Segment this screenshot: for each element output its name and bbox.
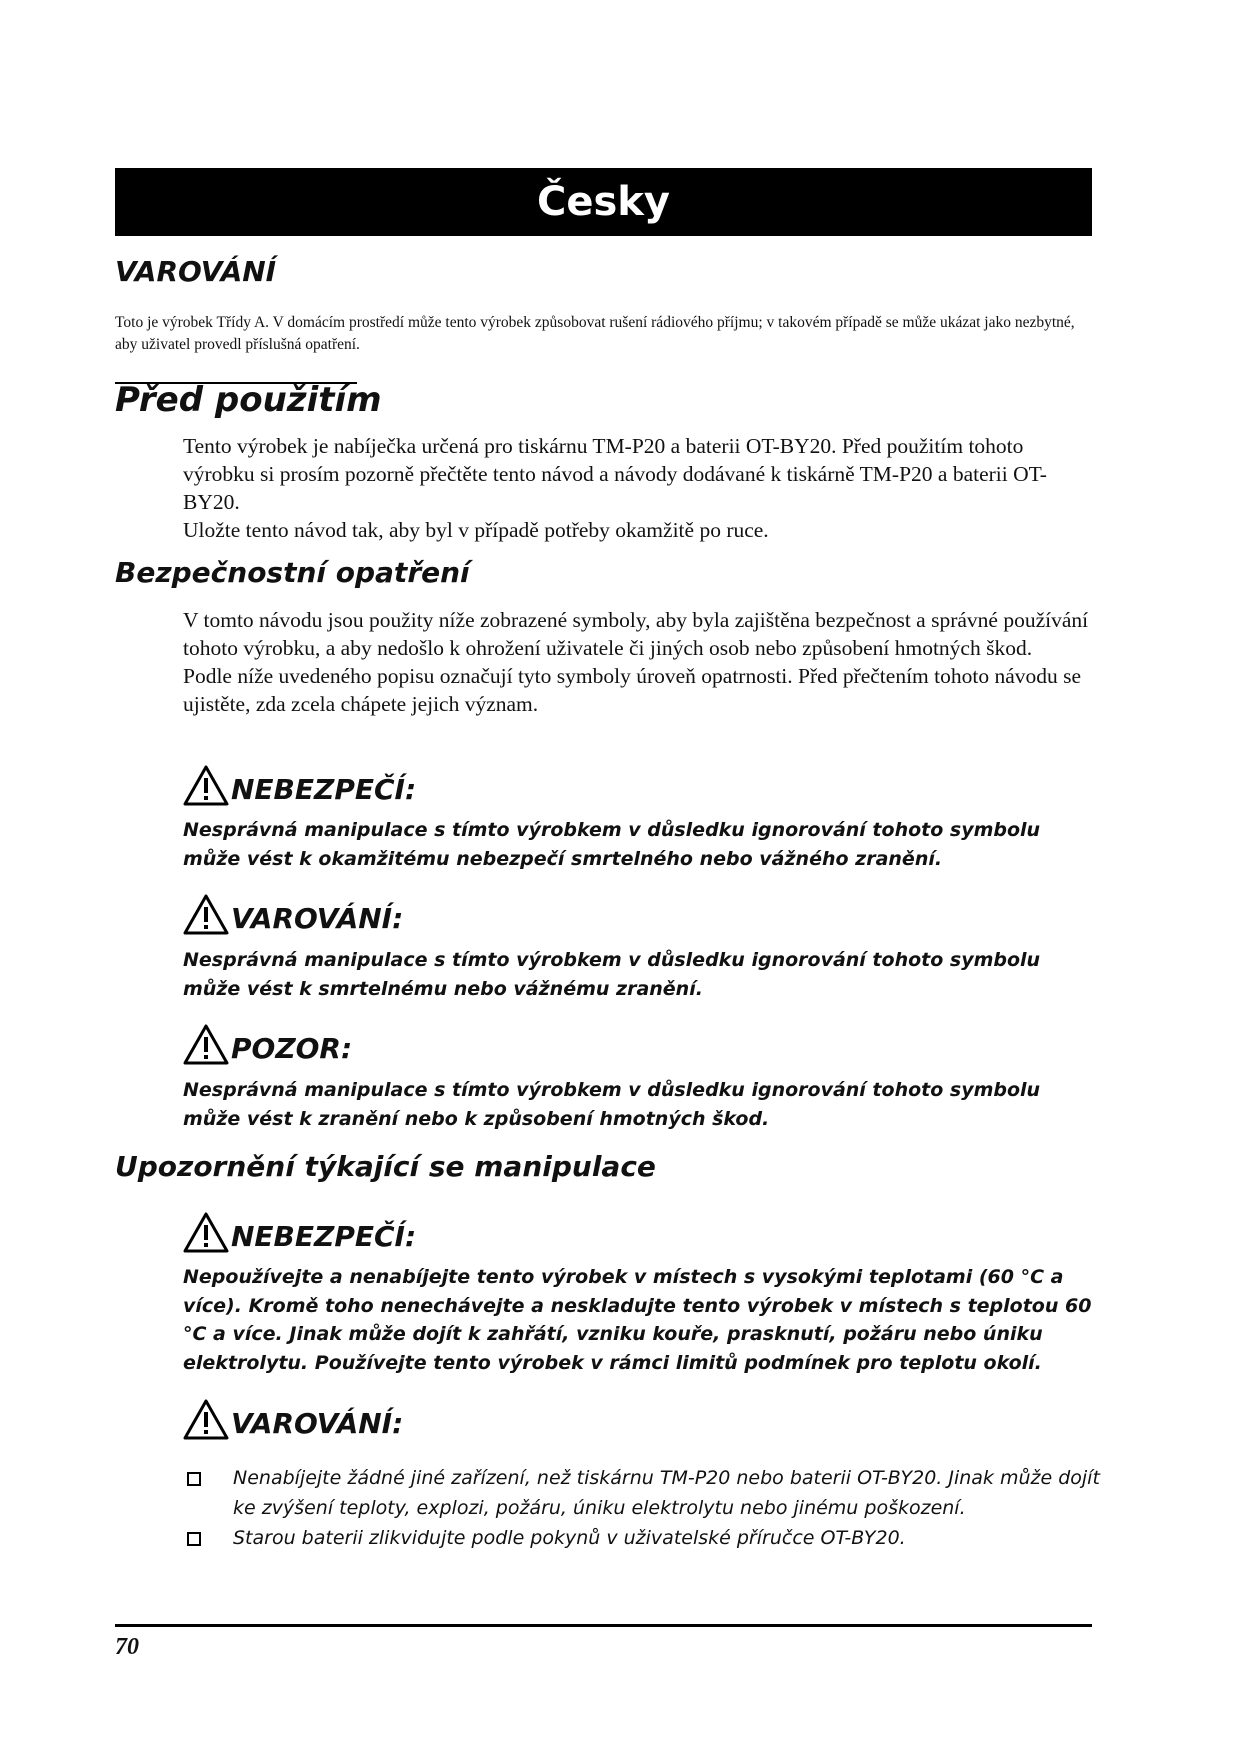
class-a-warning-text: Toto je výrobek Třídy A. V domácím prostředí může tento výrobek způsobovat rušení rádiového příjmu; v takovém případě se může ukázat jako nezbytné, aby uživatel provedl příslušná opatření. (115, 314, 1075, 353)
warning-description: Nesprávná manipulace s tímto výrobkem v důsledku ignorování tohoto symbolu může vést k smrtelnému nebo vážnému zranění. (183, 949, 1041, 1000)
before-use-heading: Před použitím (115, 380, 382, 420)
warning-triangle-icon (183, 1023, 229, 1065)
checkbox-bullet-icon (187, 1472, 201, 1486)
caution-title-label: POZOR: (231, 1032, 353, 1065)
danger-title-label: NEBEZPEČÍ: (231, 773, 417, 806)
list-item-text: Starou baterii zlikvidujte podle pokynů v uživatelské příručce OT-BY20. (233, 1527, 906, 1549)
list-item (183, 1463, 1108, 1523)
safety-heading: Bezpečnostní opatření (115, 556, 470, 589)
warning-title-label: VAROVÁNÍ: (231, 902, 404, 935)
language-title: Česky (537, 179, 670, 225)
footer-rule (115, 1624, 1092, 1627)
danger-description: Nesprávná manipulace s tímto výrobkem v důsledku ignorování tohoto symbolu může vést k okamžitému nebezpečí smrtelného nebo vážného zranění. (183, 819, 1041, 870)
handling-warning-label: VAROVÁNÍ: (231, 1407, 404, 1440)
caution-notice-title (183, 1023, 352, 1065)
safety-paragraph-2: Podle níže uvedeného popisu označují tyto symboly úroveň opatrnosti. Před přečtením tohoto návodu se ujistěte, zda zcela chápete jejich význam. (183, 664, 1082, 716)
handling-danger-title (183, 1211, 416, 1253)
handling-warning-title (183, 1398, 403, 1440)
before-use-paragraph-2: Uložte tento návod tak, aby byl v případě potřeby okamžitě po ruce. (183, 518, 769, 542)
warning-triangle-icon (183, 893, 229, 935)
language-banner (115, 168, 1092, 236)
page-number: 70 (115, 1634, 139, 1660)
caution-description: Nesprávná manipulace s tímto výrobkem v důsledku ignorování tohoto symbolu může vést k zranění nebo k způsobení hmotných škod. (183, 1079, 1041, 1130)
handling-heading: Upozornění týkající se manipulace (115, 1150, 656, 1183)
warning-triangle-icon (183, 1398, 229, 1440)
handling-danger-description: Nepoužívejte a nenabíjejte tento výrobek v místech s vysokými teplotami (60 °C a více). Kromě toho nenechávejte a neskladujte tento výrobek v místech s teplotou 60 °C a více. Jinak může dojít k zahřátí, vzniku kouře, prasknutí, požáru nebo úniku elektrolytu. Používejte tento výrobek v rámci limitů podmínek pro teplotu okolí. (183, 1266, 1092, 1374)
class-a-warning-heading: VAROVÁNÍ (115, 255, 277, 288)
list-item-text: Nenabíjejte žádné jiné zařízení, než tiskárnu TM-P20 nebo baterii OT-BY20. Jinak může dojít ke zvýšení teploty, explozi, požáru, úniku elektrolytu nebo jinému poškození. (233, 1467, 1100, 1519)
before-use-paragraph-1: Tento výrobek je nabíječka určená pro tiskárnu TM-P20 a baterii OT-BY20. Před použitím tohoto výrobku si prosím pozorně přečtěte tento návod a návody dodávané k tiskárně TM-P20 a baterii OT-BY20. (183, 434, 1047, 514)
handling-warning-list (183, 1463, 1108, 1553)
safety-body (183, 606, 1098, 718)
warning-triangle-icon (183, 1211, 229, 1253)
before-use-body (183, 432, 1098, 544)
safety-paragraph-1: V tomto návodu jsou použity níže zobrazené symboly, aby byla zajištěna bezpečnost a správné používání tohoto výrobku, a aby nedošlo k ohrožení uživatele či jiných osob nebo způsobení hmotných škod. (183, 608, 1089, 660)
handling-danger-label: NEBEZPEČÍ: (231, 1220, 417, 1253)
checkbox-bullet-icon (187, 1532, 201, 1546)
warning-notice-title (183, 893, 403, 935)
list-item (183, 1523, 1108, 1553)
warning-triangle-icon (183, 764, 229, 806)
danger-notice-title (183, 764, 416, 806)
